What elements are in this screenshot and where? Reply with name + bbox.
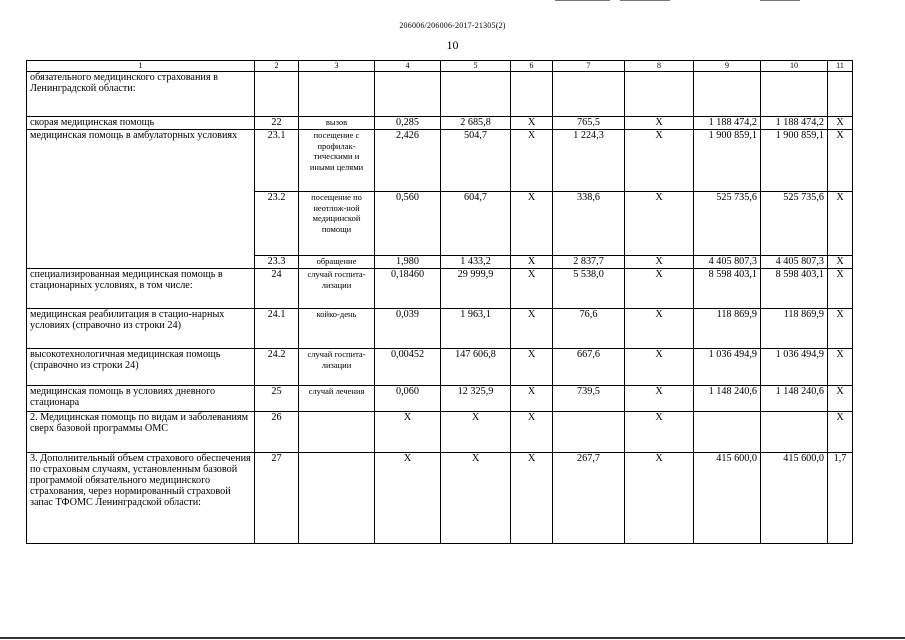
table-cell: X [511, 349, 553, 386]
row-name: медицинская реабилитация в стацио-нарных условиях (справочно из строки 24) [27, 309, 255, 349]
table-cell: 118 869,9 [761, 309, 828, 349]
row-unit: посещение с профилак-тическими и иными целями [299, 130, 375, 192]
table-cell [625, 72, 694, 117]
document-id: 206006/206006-2017-21305(2) [399, 21, 506, 30]
table-cell: X [625, 256, 694, 269]
row-code: 22 [255, 117, 299, 130]
table-cell: X [625, 117, 694, 130]
table-cell [761, 72, 828, 117]
column-header: 3 [299, 61, 375, 72]
table-row [27, 130, 853, 192]
table-cell: 5 538,0 [553, 269, 625, 309]
table-cell: 525 735,6 [694, 192, 761, 256]
table-cell: X [625, 192, 694, 256]
row-name: медицинская помощь в условиях дневного стационара [27, 386, 255, 412]
table-cell: 1 188 474,2 [761, 117, 828, 130]
row-code: 27 [255, 453, 299, 544]
table-row [27, 453, 853, 544]
table-cell: X [511, 412, 553, 453]
table-cell: 2 837,7 [553, 256, 625, 269]
table-cell: 1 433,2 [441, 256, 511, 269]
row-code: 24 [255, 269, 299, 309]
table-cell: X [625, 309, 694, 349]
table-row [27, 412, 853, 453]
table-cell: 2,426 [375, 130, 441, 192]
table-cell: 118 869,9 [694, 309, 761, 349]
row-unit [299, 72, 375, 117]
row-unit: вызов [299, 117, 375, 130]
page-number: 10 [446, 38, 459, 52]
table-cell: X [511, 192, 553, 256]
table-cell: 604,7 [441, 192, 511, 256]
table-cell: 0,18460 [375, 269, 441, 309]
table-row [27, 386, 853, 412]
table-cell [694, 412, 761, 453]
table-cell: 1 036 494,9 [761, 349, 828, 386]
table-cell: X [375, 453, 441, 544]
table-cell: X [828, 269, 853, 309]
table-cell: 12 325,9 [441, 386, 511, 412]
row-unit: случай госпита-лизации [299, 349, 375, 386]
row-name: медицинская помощь в амбулаторных условиях [27, 130, 255, 269]
table-cell: 267,7 [553, 453, 625, 544]
table-cell: 415 600,0 [761, 453, 828, 544]
table-cell: X [375, 412, 441, 453]
row-code: 23.3 [255, 256, 299, 269]
table-row [27, 309, 853, 349]
column-header: 9 [694, 61, 761, 72]
table-cell: X [625, 412, 694, 453]
table-cell: 4 405 807,3 [694, 256, 761, 269]
table-cell: 1,980 [375, 256, 441, 269]
table-row [27, 349, 853, 386]
table-cell: 1 900 859,1 [694, 130, 761, 192]
column-header: 8 [625, 61, 694, 72]
table-cell: 739,5 [553, 386, 625, 412]
table-cell: 1 148 240,6 [761, 386, 828, 412]
table-cell: 1 224,3 [553, 130, 625, 192]
table-cell: 4 405 807,3 [761, 256, 828, 269]
table-cell: 0,285 [375, 117, 441, 130]
row-code: 25 [255, 386, 299, 412]
table-cell [553, 412, 625, 453]
table-cell: X [828, 386, 853, 412]
table-cell: X [511, 453, 553, 544]
column-header: 4 [375, 61, 441, 72]
header-row [27, 61, 853, 72]
table-cell: 0,560 [375, 192, 441, 256]
row-name: 2. Медицинская помощь по видам и заболеваниям сверх базовой программы ОМС [27, 412, 255, 453]
row-code: 26 [255, 412, 299, 453]
row-name: специализированная медицинская помощь в стационарных условиях, в том числе: [27, 269, 255, 309]
column-header: 5 [441, 61, 511, 72]
row-name: обязательного медицинского страхования в Ленинградской области: [27, 72, 255, 117]
row-name: скорая медицинская помощь [27, 117, 255, 130]
column-header: 6 [511, 61, 553, 72]
table-cell: X [625, 453, 694, 544]
table-cell: 1 188 474,2 [694, 117, 761, 130]
table-cell: X [441, 412, 511, 453]
table-cell: 667,6 [553, 349, 625, 386]
table-cell: 1 148 240,6 [694, 386, 761, 412]
table-cell: 0,039 [375, 309, 441, 349]
table-cell: X [511, 269, 553, 309]
table-cell: X [511, 256, 553, 269]
row-unit: обращение [299, 256, 375, 269]
column-header: 2 [255, 61, 299, 72]
row-code: 24.1 [255, 309, 299, 349]
table-cell: X [625, 386, 694, 412]
table-cell: X [511, 117, 553, 130]
row-name: 3. Дополнительный объем страхового обеспечения по страховым случаям, установленным базовой программой обязательного медицинского страхования, через нормированный страховой запас ТФОМС Ленинградской области: [27, 453, 255, 544]
table-cell: X [511, 386, 553, 412]
row-code [255, 72, 299, 117]
page-bottom-edge [0, 637, 905, 639]
table-cell: X [441, 453, 511, 544]
table-cell: 1,7 [828, 453, 853, 544]
column-header: 1 [27, 61, 255, 72]
table-cell [441, 72, 511, 117]
table-cell: X [828, 256, 853, 269]
table-cell: 0,060 [375, 386, 441, 412]
data-table [26, 60, 853, 544]
table-cell: 76,6 [553, 309, 625, 349]
table-cell: 2 685,8 [441, 117, 511, 130]
table-row [27, 117, 853, 130]
column-header: 10 [761, 61, 828, 72]
table-cell: X [625, 130, 694, 192]
table-cell: 1 900 859,1 [761, 130, 828, 192]
table-cell: X [828, 130, 853, 192]
row-unit: случай лечения [299, 386, 375, 412]
row-unit: койко-день [299, 309, 375, 349]
table-cell: 504,7 [441, 130, 511, 192]
row-code: 23.2 [255, 192, 299, 256]
row-unit [299, 453, 375, 544]
table-cell: X [511, 309, 553, 349]
table-cell [553, 72, 625, 117]
column-header: 7 [553, 61, 625, 72]
table-cell: 8 598 403,1 [694, 269, 761, 309]
table-cell [828, 72, 853, 117]
table-cell: 8 598 403,1 [761, 269, 828, 309]
table-cell [511, 72, 553, 117]
table-cell: 1 036 494,9 [694, 349, 761, 386]
table-cell: X [625, 269, 694, 309]
row-code: 24.2 [255, 349, 299, 386]
row-unit: случай госпита-лизации [299, 269, 375, 309]
row-unit [299, 412, 375, 453]
row-unit: посещение по неотлож-ной медицинской помощи [299, 192, 375, 256]
table-cell [375, 72, 441, 117]
table-row [27, 72, 853, 117]
table-cell: 525 735,6 [761, 192, 828, 256]
table-cell: 415 600,0 [694, 453, 761, 544]
table-cell: 338,6 [553, 192, 625, 256]
table-cell: X [511, 130, 553, 192]
row-code: 23.1 [255, 130, 299, 192]
row-name: высокотехнологичная медицинская помощь (справочно из строки 24) [27, 349, 255, 386]
table-cell: X [625, 349, 694, 386]
table-cell [694, 72, 761, 117]
table-cell: 765,5 [553, 117, 625, 130]
table-cell: 0,00452 [375, 349, 441, 386]
table-cell: X [828, 192, 853, 256]
table-cell [761, 412, 828, 453]
table-cell: X [828, 309, 853, 349]
table-cell: X [828, 117, 853, 130]
column-header: 11 [828, 61, 853, 72]
table-cell: X [828, 349, 853, 386]
table-row [27, 269, 853, 309]
table-cell: 29 999,9 [441, 269, 511, 309]
table-cell: X [828, 412, 853, 453]
table-cell: 1 963,1 [441, 309, 511, 349]
table-cell: 147 606,8 [441, 349, 511, 386]
